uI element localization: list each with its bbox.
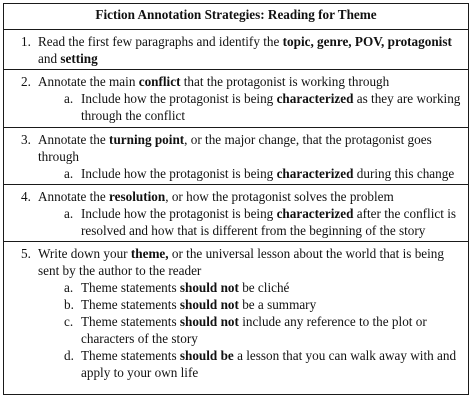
sub-text: Theme statements should not include any reference to the plot or characters of the story <box>81 314 427 346</box>
step-2 <box>4 70 468 90</box>
strategies-table <box>3 3 469 395</box>
step-3-sub-a <box>4 165 468 182</box>
sub-text: Theme statements should be a lesson that you can walk away with and apply to your own life <box>81 348 457 380</box>
step-1-cell <box>4 30 469 70</box>
sub-text: Theme statements should not be cliché <box>81 280 290 295</box>
sub-letter: a. <box>64 91 74 106</box>
step-3-cell <box>4 128 469 185</box>
step-text: Write down your theme, or the universal lesson about the world that is being sent by the author to the reader <box>38 246 444 278</box>
step-number: 4. <box>21 189 31 204</box>
step-number: 5. <box>21 246 31 261</box>
step-5-cell <box>4 242 469 395</box>
step-number: 1. <box>21 34 31 49</box>
step-number: 3. <box>21 132 31 147</box>
step-text: Annotate the turning point, or the major change, that the protagonist goes through <box>38 132 432 164</box>
table-title: Fiction Annotation Strategies: Reading for Theme <box>4 4 469 30</box>
sub-letter: a. <box>64 206 74 221</box>
sub-letter: c. <box>64 314 74 329</box>
step-5 <box>4 242 468 279</box>
sub-text: Theme statements should not be a summary <box>81 297 317 312</box>
step-2-sub-a <box>4 90 468 124</box>
step-4-sub-a <box>4 205 468 239</box>
step-text: Annotate the main conflict that the protagonist is working through <box>38 74 390 89</box>
sub-text: Include how the protagonist is being characterized as they are working through the conflict <box>81 91 461 123</box>
step-1 <box>4 30 468 67</box>
step-4 <box>4 185 468 205</box>
sub-text: Include how the protagonist is being characterized after the conflict is resolved and how that is different from the beginning of the story <box>81 206 456 238</box>
step-2-cell <box>4 70 469 128</box>
step-5-sub-c <box>4 313 468 347</box>
sub-text: Include how the protagonist is being characterized during this change <box>81 166 455 181</box>
sub-letter: a. <box>64 166 74 181</box>
step-text: Annotate the resolution, or how the protagonist solves the problem <box>38 189 394 204</box>
step-number: 2. <box>21 74 31 89</box>
step-text: Read the first few paragraphs and identify the topic, genre, POV, protagonist and setting <box>38 34 452 66</box>
sub-letter: b. <box>64 297 74 312</box>
step-5-sub-a <box>4 279 468 296</box>
step-3 <box>4 128 468 165</box>
sub-letter: d. <box>64 348 74 363</box>
step-4-cell <box>4 185 469 242</box>
step-5-sub-d <box>4 347 468 381</box>
step-5-sub-b <box>4 296 468 313</box>
sub-letter: a. <box>64 280 74 295</box>
